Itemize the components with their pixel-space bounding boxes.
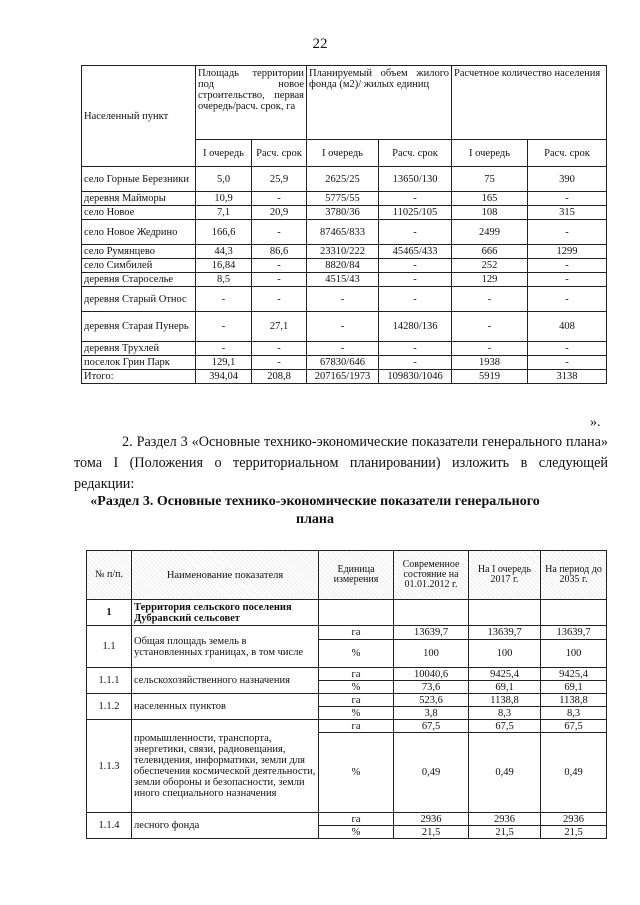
table-row — [82, 167, 607, 192]
area-calc: 208,8 — [252, 370, 307, 384]
area-calc: - — [252, 192, 307, 206]
stage1-value: 9425,4 — [469, 668, 541, 681]
place-name: село Симбилей — [82, 259, 196, 273]
pop-calc: - — [528, 287, 607, 312]
period-value: 13639,7 — [541, 626, 607, 640]
place-name: поселок Грин Парк — [82, 356, 196, 370]
header-area: Площадь территории под новое строительство, первая очередь/расч. срок, га — [196, 66, 307, 140]
area-stage1: - — [196, 312, 252, 342]
place-name: деревня Старый Относ — [82, 287, 196, 312]
place-name: деревня Староселье — [82, 273, 196, 287]
volume-stage1: 23310/222 — [307, 245, 379, 259]
volume-calc: - — [379, 273, 452, 287]
current-value: 100 — [394, 640, 469, 668]
period-value: 8,3 — [541, 707, 607, 720]
total-label: Итого: — [82, 370, 196, 384]
table-row — [87, 626, 607, 640]
pop-stage1: 666 — [452, 245, 528, 259]
table-row — [82, 192, 607, 206]
period-value: 69,1 — [541, 681, 607, 694]
volume-stage1: 5775/55 — [307, 192, 379, 206]
pop-calc: - — [528, 192, 607, 206]
place-name: село Новое Жедрино — [82, 220, 196, 245]
place-name: деревня Старая Пунерь — [82, 312, 196, 342]
volume-calc: - — [379, 220, 452, 245]
volume-stage1: 67830/646 — [307, 356, 379, 370]
area-stage1: 394,04 — [196, 370, 252, 384]
stage1-value: 100 — [469, 640, 541, 668]
period-value: 2936 — [541, 813, 607, 826]
header-current: Современное состояние на 01.01.2012 г. — [394, 551, 469, 600]
volume-stage1: 8820/84 — [307, 259, 379, 273]
volume-calc: - — [379, 342, 452, 356]
section-heading: «Раздел 3. Основные технико-экономические показатели генерального плана — [90, 494, 540, 527]
place-name: деревня Трухлей — [82, 342, 196, 356]
empty-cell — [541, 600, 607, 626]
pop-calc: - — [528, 356, 607, 370]
period-value: 67,5 — [541, 720, 607, 733]
table-row — [82, 259, 607, 273]
area-calc: - — [252, 356, 307, 370]
volume-stage1: 3780/36 — [307, 206, 379, 220]
volume-stage1: 4515/43 — [307, 273, 379, 287]
indicators-table — [86, 550, 607, 839]
closing-quote: ». — [590, 415, 601, 430]
header-volume-calc: Расч. срок — [379, 140, 452, 167]
area-stage1: 8,5 — [196, 273, 252, 287]
table-row — [82, 206, 607, 220]
volume-calc: 109830/1046 — [379, 370, 452, 384]
stage1-value: 21,5 — [469, 826, 541, 839]
table-row — [82, 287, 607, 312]
volume-stage1: - — [307, 312, 379, 342]
unit-cell: га — [319, 720, 394, 733]
current-value: 523,6 — [394, 694, 469, 707]
stage1-value: 8,3 — [469, 707, 541, 720]
empty-cell — [394, 600, 469, 626]
row-name: сельскохозяйственного назначения — [132, 668, 319, 694]
header-stage1: На I очередь 2017 г. — [469, 551, 541, 600]
pop-stage1: 2499 — [452, 220, 528, 245]
row-name: населенных пунктов — [132, 694, 319, 720]
area-stage1: 5,0 — [196, 167, 252, 192]
place-name: село Румянцево — [82, 245, 196, 259]
table-row — [82, 220, 607, 245]
table-row — [82, 245, 607, 259]
unit-cell: % — [319, 640, 394, 668]
period-value: 21,5 — [541, 826, 607, 839]
header-unit: Единица измерения — [319, 551, 394, 600]
unit-cell: % — [319, 681, 394, 694]
table-total-row — [82, 370, 607, 384]
header-volume: Планируемый объем жилого фонда (м2)/ жилых единиц — [307, 66, 452, 140]
place-name: село Горные Березники — [82, 167, 196, 192]
place-name: деревня Майморы — [82, 192, 196, 206]
pop-calc: 408 — [528, 312, 607, 342]
area-calc: - — [252, 342, 307, 356]
area-calc: - — [252, 220, 307, 245]
period-value: 9425,4 — [541, 668, 607, 681]
area-stage1: - — [196, 342, 252, 356]
area-stage1: 7,1 — [196, 206, 252, 220]
pop-stage1: - — [452, 342, 528, 356]
pop-calc: - — [528, 342, 607, 356]
place-name: село Новое — [82, 206, 196, 220]
header-pop-calc: Расч. срок — [528, 140, 607, 167]
unit-cell: га — [319, 813, 394, 826]
stage1-value: 1138,8 — [469, 694, 541, 707]
period-value: 0,49 — [541, 733, 607, 813]
volume-stage1: - — [307, 342, 379, 356]
table-row — [82, 356, 607, 370]
unit-cell: га — [319, 694, 394, 707]
area-stage1: 129,1 — [196, 356, 252, 370]
pop-calc: - — [528, 220, 607, 245]
current-value: 13639,7 — [394, 626, 469, 640]
area-stage1: 10,9 — [196, 192, 252, 206]
area-calc: - — [252, 273, 307, 287]
unit-cell: га — [319, 626, 394, 640]
current-value: 21,5 — [394, 826, 469, 839]
table-row — [82, 342, 607, 356]
row-name: лесного фонда — [132, 813, 319, 839]
pop-stage1: 129 — [452, 273, 528, 287]
volume-calc: - — [379, 192, 452, 206]
current-value: 2936 — [394, 813, 469, 826]
volume-stage1: 207165/1973 — [307, 370, 379, 384]
header-num: № п/п. — [87, 551, 132, 600]
area-stage1: 16,84 — [196, 259, 252, 273]
stage1-value: 69,1 — [469, 681, 541, 694]
area-stage1: - — [196, 287, 252, 312]
volume-stage1: 2625/25 — [307, 167, 379, 192]
row-name: Общая площадь земель в установленных границах, в том числе — [132, 626, 319, 668]
area-calc: 86,6 — [252, 245, 307, 259]
row-name: Территория сельского поселения Дубравский сельсовет — [132, 600, 319, 626]
current-value: 67,5 — [394, 720, 469, 733]
pop-calc: 1299 — [528, 245, 607, 259]
header-volume-stage1: I очередь — [307, 140, 379, 167]
area-calc: 25,9 — [252, 167, 307, 192]
row-num: 1.1 — [87, 626, 132, 668]
table-row — [87, 668, 607, 681]
pop-calc: 315 — [528, 206, 607, 220]
area-calc: - — [252, 259, 307, 273]
pop-stage1: 108 — [452, 206, 528, 220]
unit-cell: % — [319, 826, 394, 839]
current-value: 10040,6 — [394, 668, 469, 681]
header-period: На период до 2035 г. — [541, 551, 607, 600]
table-row — [87, 694, 607, 707]
amendment-paragraph: 2. Раздел 3 «Основные технико-экономические показатели генерального плана» тома I (Положения о территориальном планировании) изложить в следующей редакции: — [74, 434, 608, 492]
unit-cell: % — [319, 733, 394, 813]
area-calc: 27,1 — [252, 312, 307, 342]
pop-calc: 3138 — [528, 370, 607, 384]
current-value: 3,8 — [394, 707, 469, 720]
volume-calc: 11025/105 — [379, 206, 452, 220]
current-value: 0,49 — [394, 733, 469, 813]
volume-calc: 13650/130 — [379, 167, 452, 192]
header-population: Расчетное количество населения — [452, 66, 607, 140]
stage1-value: 2936 — [469, 813, 541, 826]
empty-cell — [469, 600, 541, 626]
stage1-value: 13639,7 — [469, 626, 541, 640]
pop-stage1: 252 — [452, 259, 528, 273]
period-value: 1138,8 — [541, 694, 607, 707]
row-num: 1.1.4 — [87, 813, 132, 839]
row-num: 1 — [87, 600, 132, 626]
table-row — [82, 273, 607, 287]
pop-stage1: 1938 — [452, 356, 528, 370]
header-pop-stage1: I очередь — [452, 140, 528, 167]
header-area-stage1: I очередь — [196, 140, 252, 167]
volume-calc: - — [379, 259, 452, 273]
table-row — [82, 312, 607, 342]
row-num: 1.1.2 — [87, 694, 132, 720]
volume-calc: - — [379, 356, 452, 370]
volume-stage1: - — [307, 287, 379, 312]
table-row — [87, 600, 607, 626]
stage1-value: 0,49 — [469, 733, 541, 813]
area-calc: 20,9 — [252, 206, 307, 220]
current-value: 73,6 — [394, 681, 469, 694]
pop-calc: - — [528, 259, 607, 273]
header-place: Населенный пункт — [82, 66, 196, 167]
row-num: 1.1.3 — [87, 720, 132, 813]
pop-stage1: - — [452, 287, 528, 312]
header-name: Наименование показателя — [132, 551, 319, 600]
stage1-value: 67,5 — [469, 720, 541, 733]
row-num: 1.1.1 — [87, 668, 132, 694]
population-table — [81, 65, 607, 384]
pop-calc: - — [528, 273, 607, 287]
pop-calc: 390 — [528, 167, 607, 192]
empty-cell — [319, 600, 394, 626]
unit-cell: га — [319, 668, 394, 681]
pop-stage1: 165 — [452, 192, 528, 206]
volume-calc: - — [379, 287, 452, 312]
pop-stage1: 5919 — [452, 370, 528, 384]
period-value: 100 — [541, 640, 607, 668]
volume-stage1: 87465/833 — [307, 220, 379, 245]
volume-calc: 45465/433 — [379, 245, 452, 259]
page-number: 22 — [312, 36, 328, 52]
pop-stage1: - — [452, 312, 528, 342]
header-area-calc: Расч. срок — [252, 140, 307, 167]
pop-stage1: 75 — [452, 167, 528, 192]
table-row — [87, 720, 607, 733]
unit-cell: % — [319, 707, 394, 720]
volume-calc: 14280/136 — [379, 312, 452, 342]
area-calc: - — [252, 287, 307, 312]
area-stage1: 166,6 — [196, 220, 252, 245]
area-stage1: 44,3 — [196, 245, 252, 259]
table-row — [87, 813, 607, 826]
row-name: промышленности, транспорта, энергетики, связи, радиовещания, телевидения, информатики, земли для обеспечения космической деятельности, земли обороны и безопасности, земли иного специального назначения — [132, 720, 319, 813]
